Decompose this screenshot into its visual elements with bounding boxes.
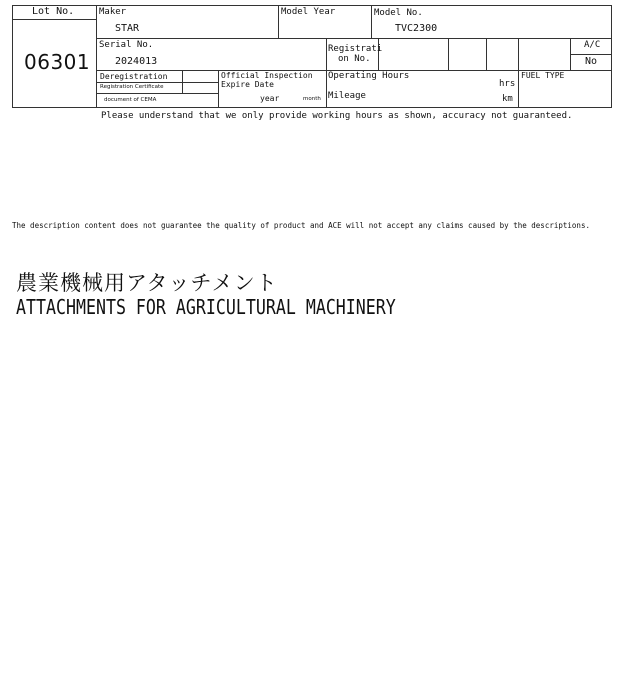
lot-label: Lot No. (32, 6, 75, 17)
sheet-grid-lines (12, 5, 612, 108)
lot-number: 06301 (24, 50, 91, 74)
inspection-label-line2: Expire Date (221, 80, 274, 89)
hours-accuracy-note: Please understand that we only provide working hours as shown, accuracy not guaranteed. (101, 111, 573, 121)
fuel-type-label: FUEL TYPE (521, 71, 565, 80)
maker-value: STAR (115, 23, 140, 34)
serial-label: Serial No. (99, 40, 154, 50)
inspection-label-line1: Official Inspection (221, 71, 313, 80)
month-label: month (303, 96, 321, 102)
model-year-label: Model Year (281, 7, 336, 17)
mileage-label: Mileage (328, 91, 366, 101)
hrs-unit: hrs (499, 79, 516, 89)
heading-japanese: 農業機械用アタッチメント (16, 271, 278, 295)
vehicle-info-sheet (12, 5, 612, 108)
ac-label: A/C (584, 40, 601, 50)
heading-english: ATTACHMENTS FOR AGRICULTURAL MACHINERY (16, 295, 396, 319)
model-no-label: Model No. (374, 8, 423, 18)
model-no-value: TVC2300 (395, 23, 438, 34)
description-disclaimer: The description content does not guarantee the quality of product and ACE will not accept any claims caused by the descriptions. (12, 221, 590, 230)
operating-hours-label: Operating Hours (328, 71, 410, 81)
ac-value: No (585, 56, 598, 67)
serial-value: 2024013 (115, 56, 158, 67)
year-label: year (260, 94, 280, 103)
km-unit: km (502, 94, 513, 104)
cema-document-label: document of CEMA (104, 97, 157, 103)
registration-certificate-label: Registration Certificate (100, 84, 164, 90)
deregistration-label: Deregistration (100, 72, 168, 81)
registration-label-line2: on No. (338, 54, 371, 64)
registration-label-line1: Registrati (328, 44, 383, 54)
maker-label: Maker (99, 7, 127, 17)
